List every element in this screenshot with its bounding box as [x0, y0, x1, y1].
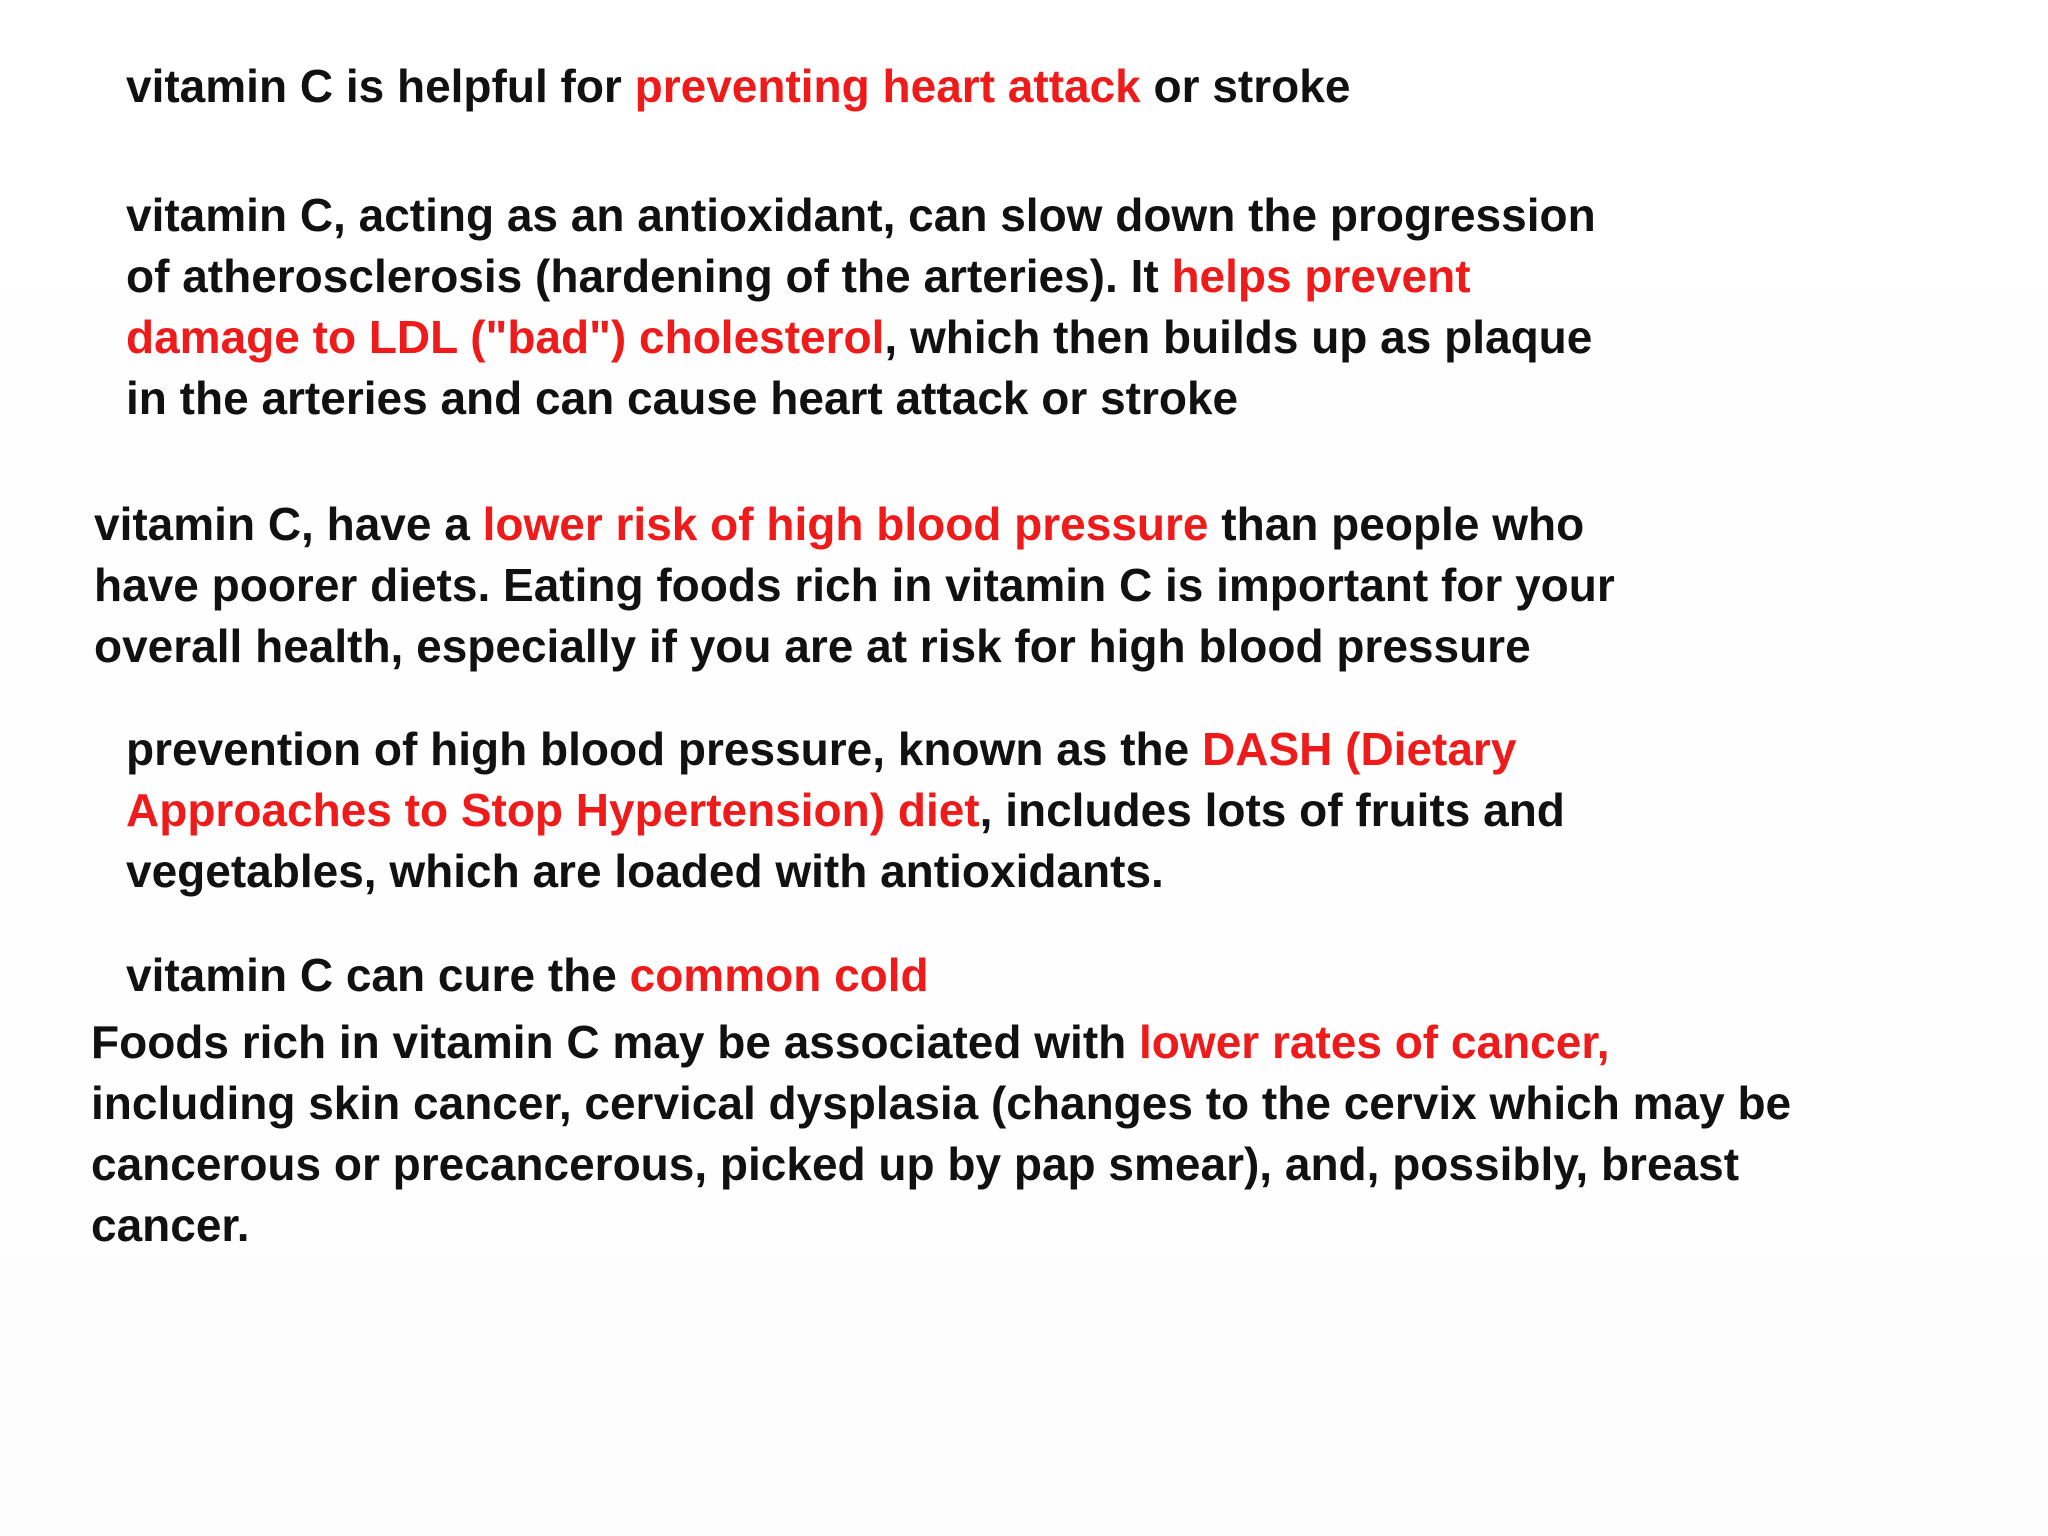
text-segment: or stroke: [1140, 60, 1351, 112]
paragraph-atherosclerosis: [126, 185, 1926, 429]
paragraph-common-cold: [126, 945, 1926, 1006]
text-segment: vitamin C is helpful for: [126, 60, 635, 112]
highlighted-text: DASH (Dietary Approaches to Stop Hypertension) diet: [126, 723, 1517, 836]
highlighted-text: helps prevent damage to LDL ("bad") cholesterol: [126, 250, 1471, 363]
paragraph-blood-pressure: [94, 494, 1974, 677]
text-segment: Foods rich in vitamin C may be associated with: [91, 1016, 1140, 1068]
highlighted-text: lower rates of cancer,: [1139, 1016, 1610, 1068]
highlighted-text: lower risk of high blood pressure: [482, 498, 1209, 550]
paragraph-heart-attack: [126, 56, 1926, 117]
text-segment: , includes lots of fruits and vegetables, which are loaded with antioxidants.: [126, 784, 1565, 897]
text-segment: including skin cancer, cervical dysplasia (changes to the cervix which may be cancerous or precancerous, picked up by pap smear), and, possibly, breast cancer.: [91, 1077, 1792, 1251]
text-segment: prevention of high blood pressure, known as the: [126, 723, 1202, 775]
paragraph-cancer: [91, 1012, 2021, 1256]
text-segment: , which then builds up as plaque in the arteries and can cause heart attack or stroke: [126, 311, 1593, 424]
highlighted-text: common cold: [629, 949, 929, 1001]
paragraph-dash-diet: [126, 719, 1926, 902]
text-segment: vitamin C can cure the: [126, 949, 630, 1001]
highlighted-text: preventing heart attack: [634, 60, 1141, 112]
text-segment: vitamin C, acting as an antioxidant, can slow down the progression of atherosclerosis (hardening of the arteries). It: [126, 189, 1596, 302]
text-segment: than people who have poorer diets. Eating foods rich in vitamin C is important for your overall health, especially if you are at risk for high blood pressure: [94, 498, 1615, 672]
text-segment: vitamin C, have a: [94, 498, 483, 550]
